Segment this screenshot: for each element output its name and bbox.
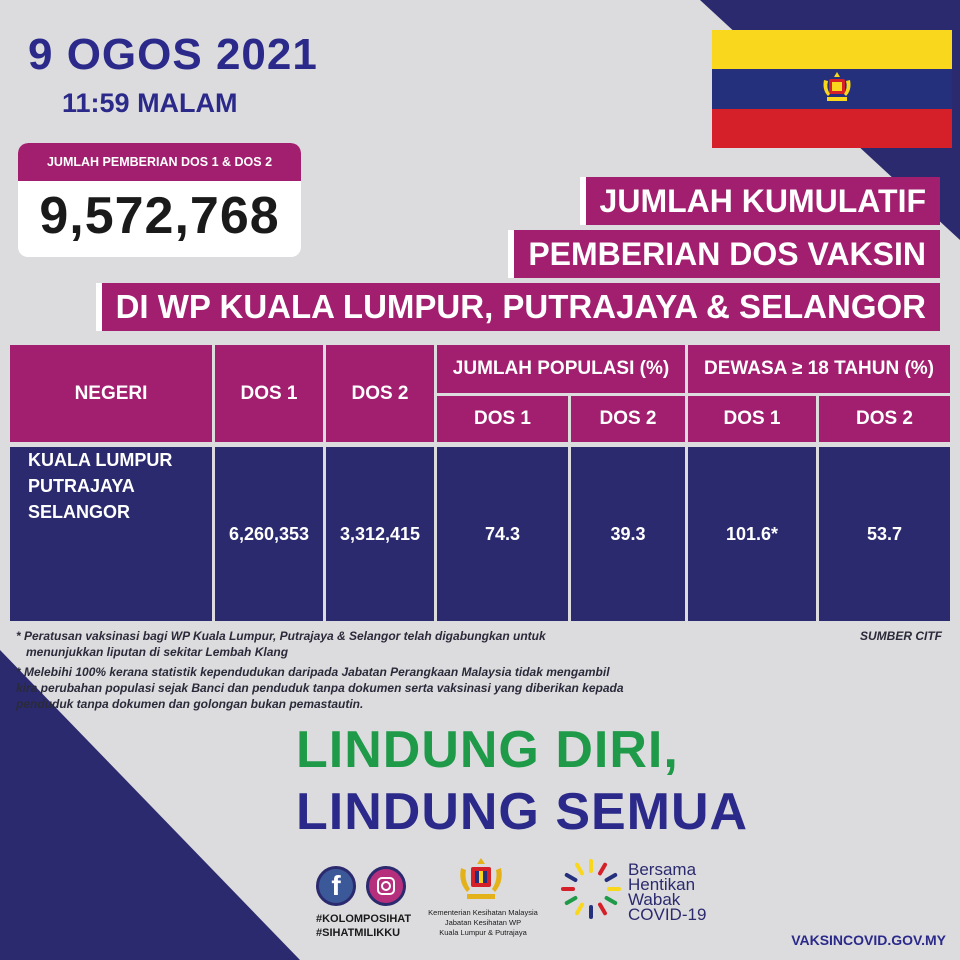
header-dos2: DOS 2 <box>326 345 434 442</box>
slogan-line-2: LINDUNG SEMUA <box>296 783 749 841</box>
total-doses-value: 9,572,768 <box>39 187 280 245</box>
cell-dos1: 6,260,353 <box>215 447 323 621</box>
total-doses-label: JUMLAH PEMBERIAN DOS 1 & DOS 2 <box>18 143 301 181</box>
website-link[interactable]: VAKSINCOVID.GOV.MY <box>791 932 946 948</box>
cell-adult-dos2: 53.7 <box>819 447 950 621</box>
title-line-3: DI WP KUALA LUMPUR, PUTRAJAYA & SELANGOR <box>96 283 940 331</box>
total-doses-card <box>18 143 301 257</box>
sunburst-logo-icon <box>558 856 624 922</box>
campaign-label: Bersama Hentikan Wabak COVID-19 <box>628 860 707 924</box>
negeri-line-1: KUALA LUMPUR <box>28 450 173 470</box>
title-line-2: PEMBERIAN DOS VAKSIN <box>508 230 940 278</box>
cell-adult-dos1: 101.6* <box>688 447 816 621</box>
cell-dos2: 3,312,415 <box>326 447 434 621</box>
hashtags: #KOLOMPOSIHAT #SIHATMILIKKU <box>316 913 412 939</box>
cell-negeri <box>10 447 212 621</box>
negeri-line-3: SELANGOR <box>28 502 131 522</box>
slogan-line-1: LINDUNG DIRI, <box>296 721 679 779</box>
source-label: SUMBER CITF <box>860 629 942 643</box>
header-population-group: JUMLAH POPULASI (%) <box>437 345 685 393</box>
coat-of-arms-icon <box>820 70 854 106</box>
negeri-line-2: PUTRAJAYA <box>28 476 135 496</box>
header-population-dos2: DOS 2 <box>571 396 685 442</box>
flag-icon <box>712 30 952 148</box>
footnote-2: * Melebihi 100% kerana statistik kependudukan daripada Jabatan Perangkaan Malaysia tidak mengambil kira perubahan populasi sejak Banci dan penduduk tanpa dokumen serta vaksinasi yang diberikan kepada penduduk tanpa dokumen dan golongan bukan pemastautin. <box>16 665 624 711</box>
cell-population-dos1: 74.3 <box>437 447 568 621</box>
header-population-dos1: DOS 1 <box>437 396 568 442</box>
facebook-icon[interactable]: f <box>316 866 356 906</box>
time-heading: 11:59 MALAM <box>62 88 238 118</box>
instagram-icon[interactable] <box>366 866 406 906</box>
title-line-1: JUMLAH KUMULATIF <box>580 177 940 225</box>
header-adult-group: DEWASA ≥ 18 TAHUN (%) <box>688 345 950 393</box>
header-adult-dos2: DOS 2 <box>819 396 950 442</box>
coat-of-arms-icon <box>455 856 507 906</box>
header-adult-dos1: DOS 1 <box>688 396 816 442</box>
date-heading: 9 OGOS 2021 <box>28 30 318 79</box>
cell-population-dos2: 39.3 <box>571 447 685 621</box>
header-negeri: NEGERI <box>10 345 212 442</box>
footnote-1: * Peratusan vaksinasi bagi WP Kuala Lumpur, Putrajaya & Selangor telah digabungkan untuk menunjukkan liputan di sekitar Lembah Klang <box>16 629 546 659</box>
ministry-label: Kementerian Kesihatan Malaysia Jabatan Kesihatan WP Kuala Lumpur & Putrajaya <box>428 908 538 937</box>
header-dos1: DOS 1 <box>215 345 323 442</box>
